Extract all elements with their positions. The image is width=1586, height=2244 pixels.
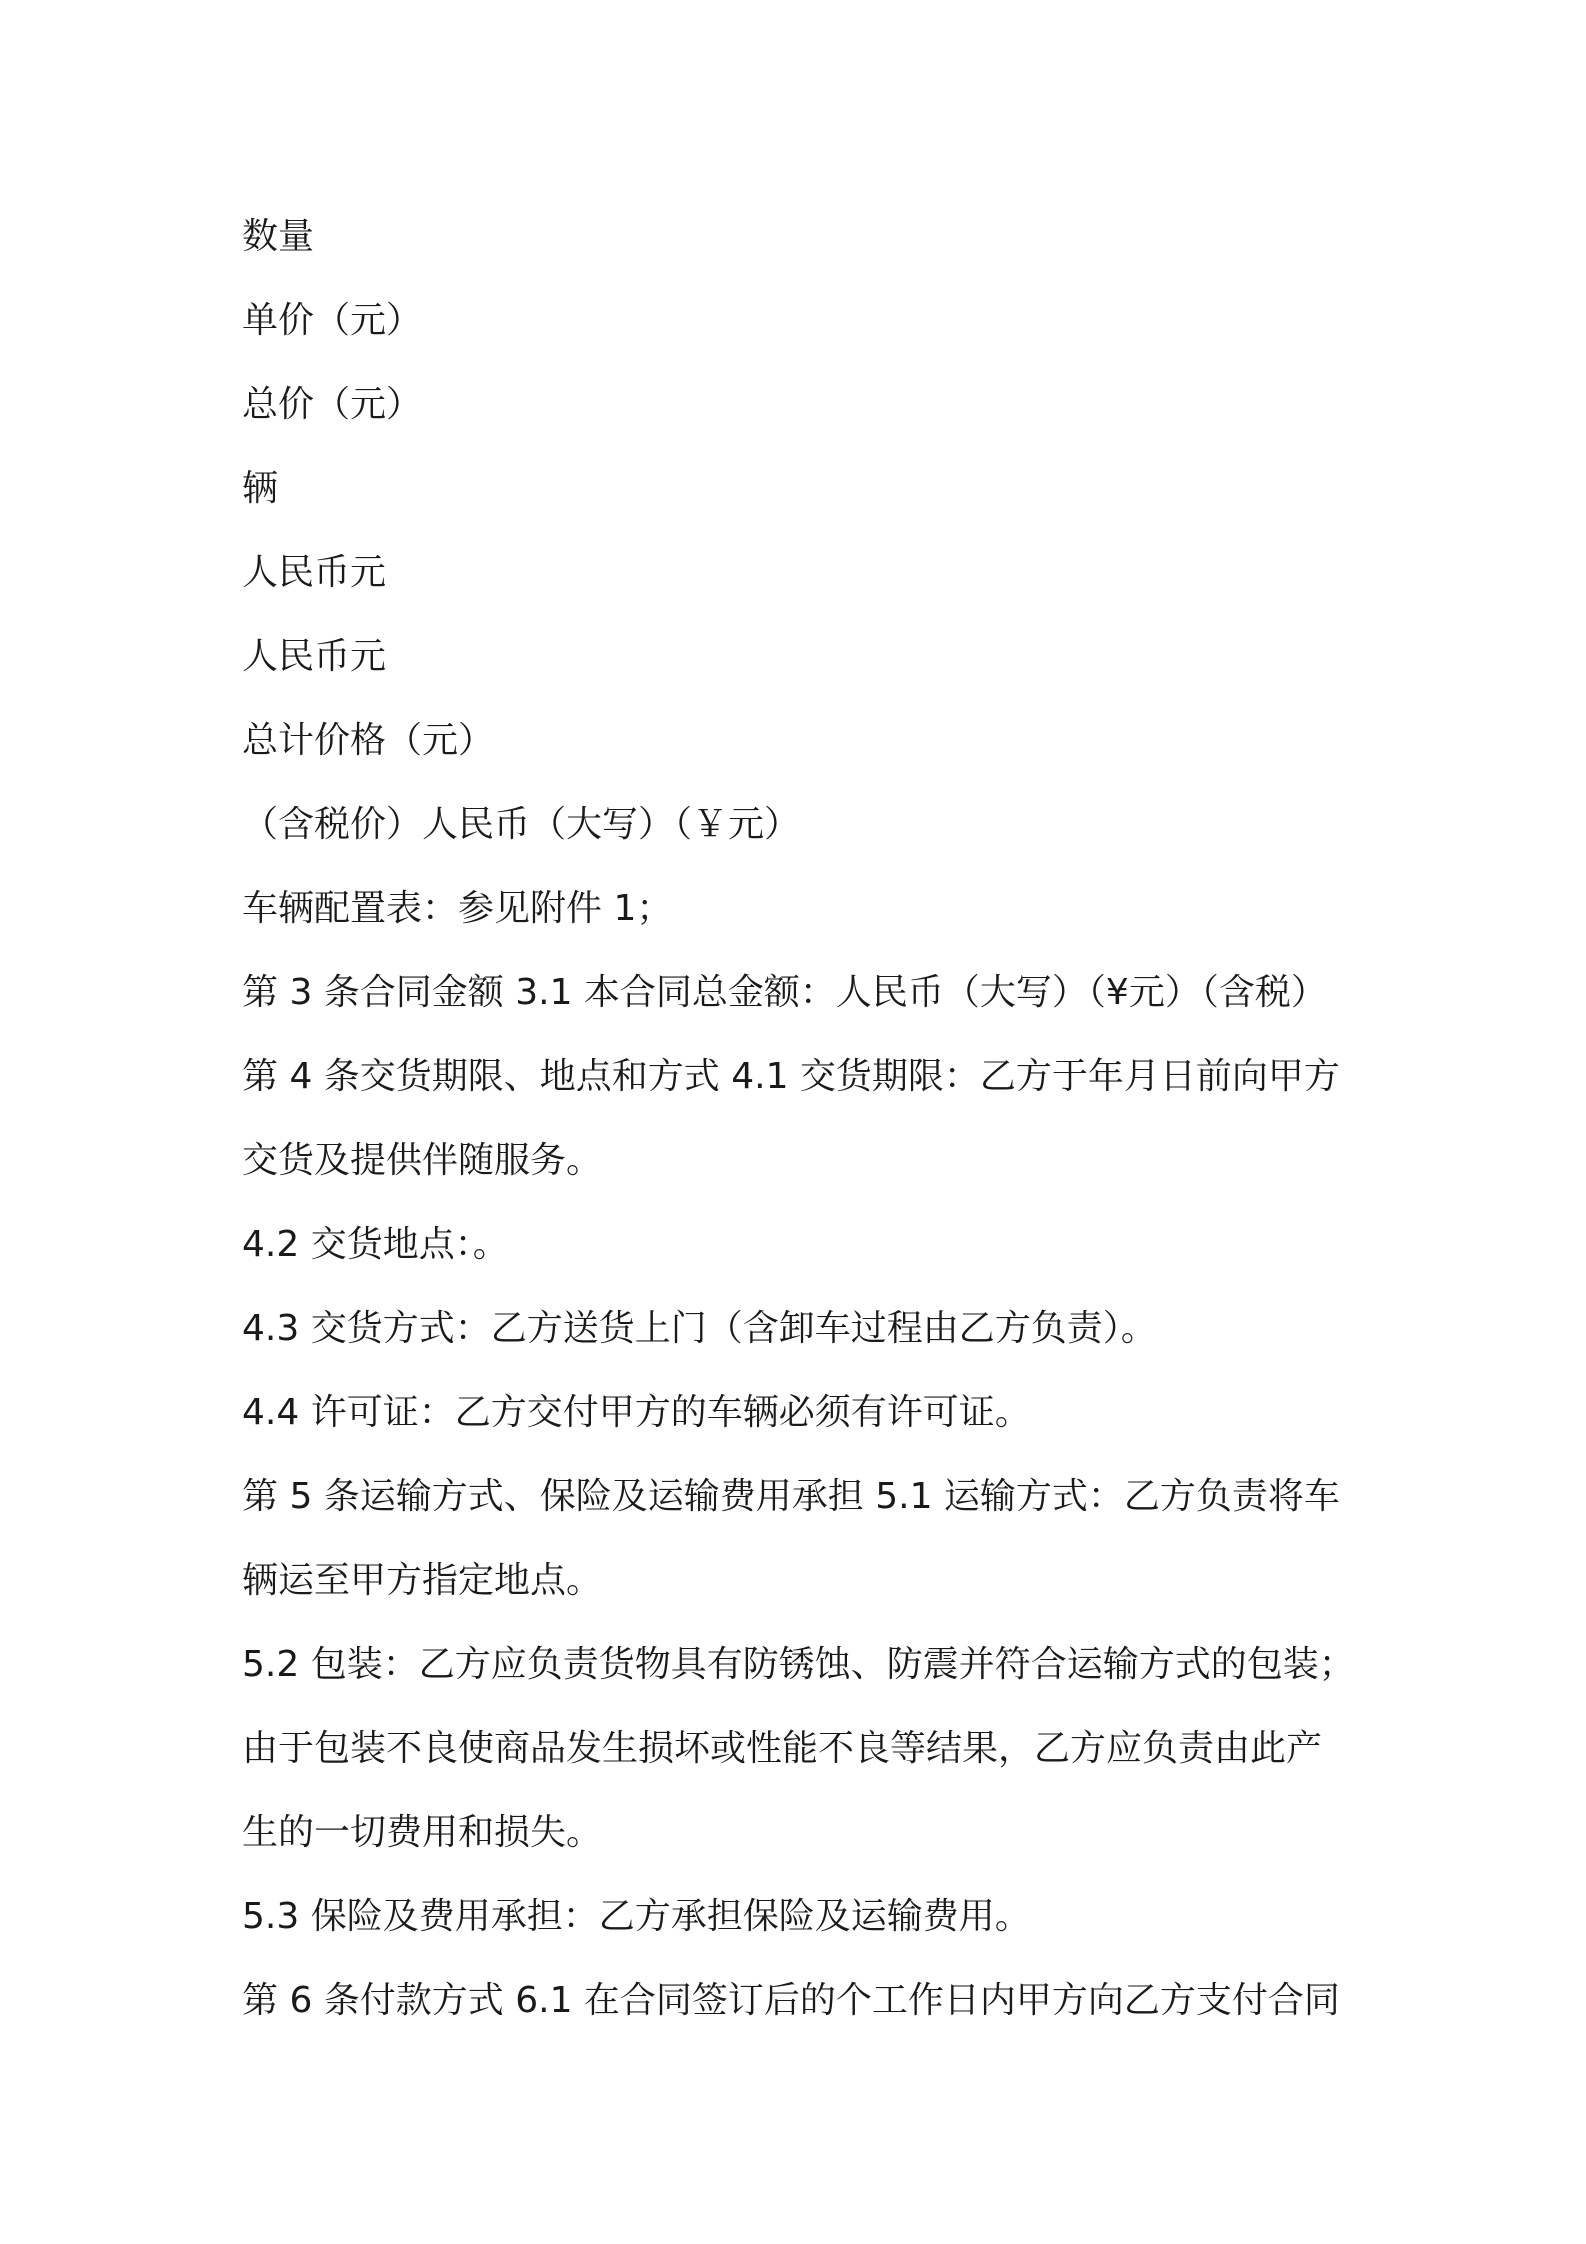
text-line-rmb-2: 人民币元 [242, 636, 387, 677]
text-line-tax-inclusive: （含税价）人民币（大写）（￥元） [242, 804, 801, 845]
text-line-config-table: 车辆配置表：参见附件 1； [242, 888, 673, 929]
text-line-rmb-1: 人民币元 [242, 552, 387, 593]
text-line-4-3: 4.3 交货方式：乙方送货上门（含卸车过程由乙方负责）。 [242, 1308, 1157, 1349]
text-line-unit: 辆 [242, 468, 279, 509]
text-line-grand-total: 总计价格（元） [242, 720, 495, 761]
text-line-total-price: 总价（元） [242, 384, 423, 425]
text-line-article-3: 第 3 条合同金额 3.1 本合同总金额：人民币（大写）（¥元）（含税） [242, 972, 1327, 1013]
text-line-4-2: 4.2 交货地点：。 [242, 1224, 509, 1265]
text-line-article-5-cont: 辆运至甲方指定地点。 [242, 1560, 603, 1601]
text-line-5-2-cont-2: 生的一切费用和损失。 [242, 1812, 603, 1853]
text-line-unit-price: 单价（元） [242, 300, 423, 341]
document-body [242, 195, 1362, 2043]
text-line-5-3: 5.3 保险及费用承担：乙方承担保险及运输费用。 [242, 1896, 1031, 1937]
text-line-article-5: 第 5 条运输方式、保险及运输费用承担 5.1 运输方式：乙方负责将车 [242, 1476, 1340, 1517]
text-line-5-2: 5.2 包装：乙方应负责货物具有防锈蚀、防震并符合运输方式的包装； [242, 1644, 1355, 1685]
text-line-5-2-cont-1: 由于包装不良使商品发生损坏或性能不良等结果，乙方应负责由此产 [242, 1728, 1323, 1769]
text-line-article-4: 第 4 条交货期限、地点和方式 4.1 交货期限：乙方于年月日前向甲方 [242, 1056, 1340, 1097]
text-line-quantity: 数量 [242, 216, 315, 257]
text-line-article-4-cont: 交货及提供伴随服务。 [242, 1140, 603, 1181]
text-line-4-4: 4.4 许可证：乙方交付甲方的车辆必须有许可证。 [242, 1392, 1031, 1433]
text-line-article-6: 第 6 条付款方式 6.1 在合同签订后的个工作日内甲方向乙方支付合同 [242, 1980, 1340, 2021]
